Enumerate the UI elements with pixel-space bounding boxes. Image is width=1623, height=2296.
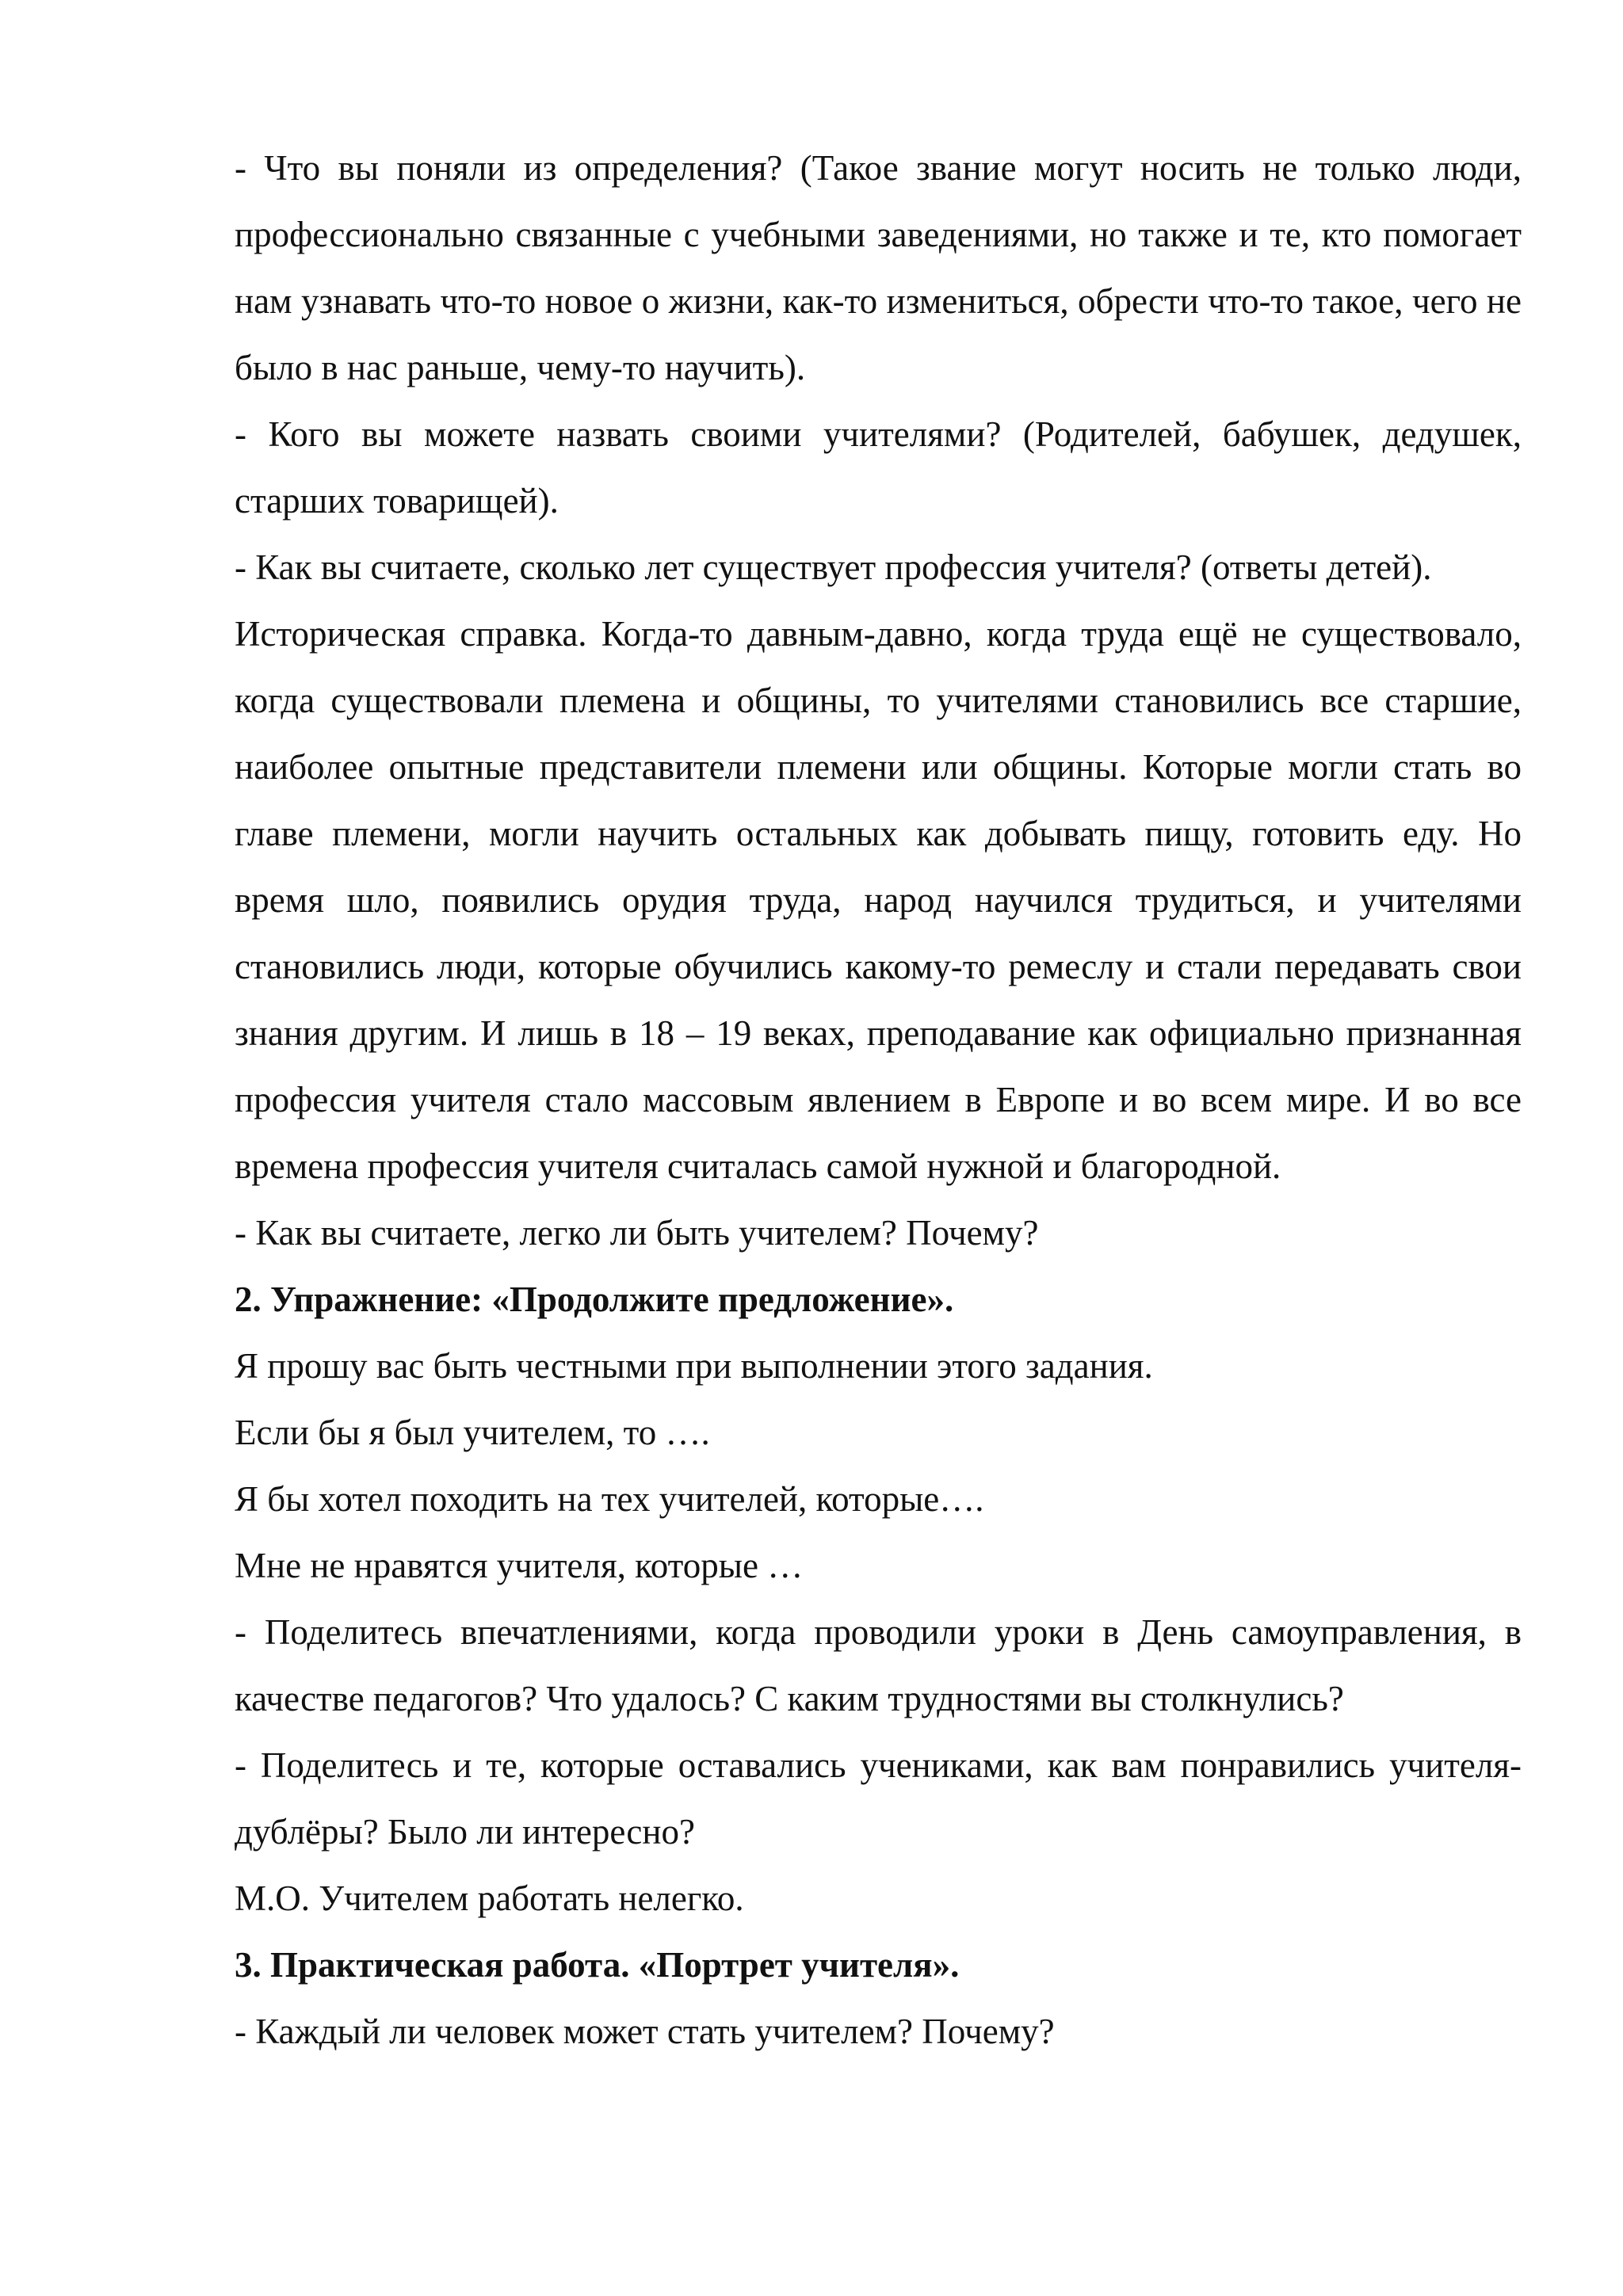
document-page (235, 135, 1522, 2065)
paragraph-want-to-resemble: Я бы хотел походить на тех учителей, которые…. (235, 1479, 984, 1519)
paragraph-can-everyone-teach: - Каждый ли человек может стать учителем? Почему? (235, 2012, 1055, 2051)
heading-exercise-2: 2. Упражнение: «Продолжите предложение». (235, 1280, 954, 1319)
paragraph-dislike-teachers: Мне не нравятся учителя, которые … (235, 1546, 804, 1585)
paragraph-easy-to-be-teacher: - Как вы считаете, легко ли быть учителем? Почему? (235, 1213, 1039, 1253)
paragraph-if-i-were-teacher: Если бы я был учителем, то …. (235, 1413, 710, 1452)
paragraph-definition-question: - Что вы поняли из определения? (Такое звание могут носить не только люди, профессионально связанные с учебными заведениями, но также и те, кто помогает нам узнавать что-то новое о жизни, как-то измениться, обрести что-то такое, чего не было в нас раньше, чему-то научить). (235, 148, 1522, 387)
paragraph-mo-conclusion: М.О. Учителем работать нелегко. (235, 1878, 744, 1918)
paragraph-student-impressions: - Поделитесь и те, которые оставались учениками, как вам понравились учителя-дублёры? Было ли интересно? (235, 1745, 1522, 1852)
paragraph-whom-teachers: - Кого вы можете назвать своими учителями? (Родителей, бабушек, дедушек, старших товарищей). (235, 414, 1522, 521)
paragraph-self-government-day: - Поделитесь впечатлениями, когда проводили уроки в День самоуправления, в качестве педагогов? Что удалось? С каким трудностями вы столкнулись? (235, 1612, 1522, 1718)
heading-practical-work-3: 3. Практическая работа. «Портрет учителя». (235, 1945, 960, 1985)
paragraph-be-honest: Я прошу вас быть честными при выполнении этого задания. (235, 1346, 1153, 1386)
paragraph-historical-note: Историческая справка. Когда-то давным-давно, когда труда ещё не существовало, когда существовали племена и общины, то учителями становились все старшие, наиболее опытные представители племени или общины. Которые могли стать во главе племени, могли научить остальных как добывать пищу, готовить еду. Но время шло, появились орудия труда, народ научился трудиться, и учителями становились люди, которые обучились какому-то ремеслу и стали передавать свои знания другим. И лишь в 18 – 19 веках, преподавание как официально признанная профессия учителя стало массовым явлением в Европе и во всем мире. И во все времена профессия учителя считалась самой нужной и благородной. (235, 614, 1522, 1186)
paragraph-how-old-profession: - Как вы считаете, сколько лет существует профессия учителя? (ответы детей). (235, 547, 1432, 587)
